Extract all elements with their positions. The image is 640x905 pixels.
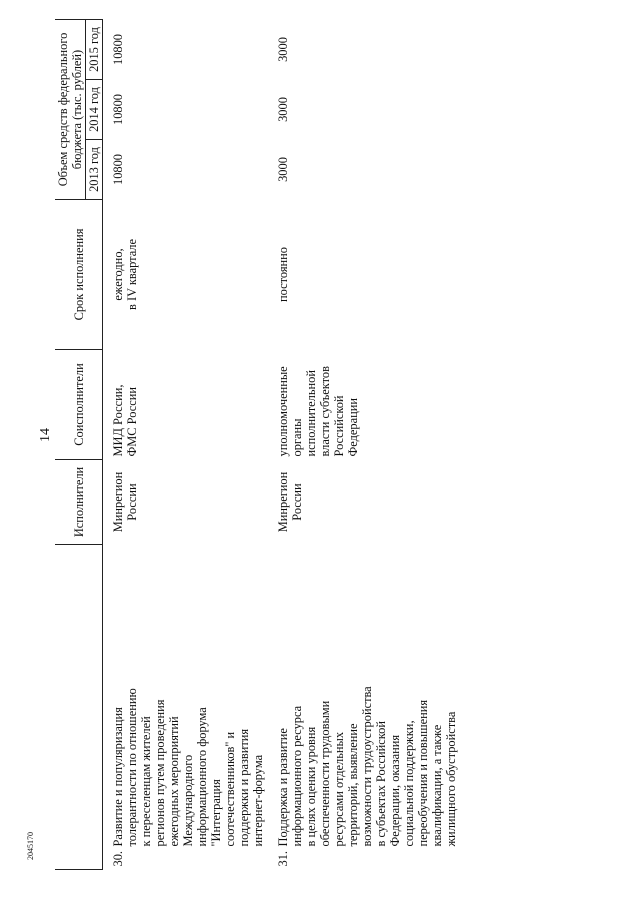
col-activity-header [55,545,103,870]
executors-cell: Минрегион России [276,471,304,533]
program-table [55,19,459,870]
value-2015-cell: 10800 [111,34,125,65]
document-code: 2045170 [26,832,35,860]
year-2015-header: 2015 год [86,20,103,80]
col-executors-header: Исполнители [55,460,103,545]
col-term-header: Срок исполнения [55,200,103,350]
value-2013-cell: 10800 [111,154,125,185]
row-number: 31. [276,851,290,867]
activity-cell [103,545,267,870]
table-row [103,20,267,870]
coexecutors-cell: уполномоченные органы исполнительной власти субъектов Российской Федерации [276,366,360,457]
value-2015-cell: 3000 [276,37,290,62]
page-number: 14 [38,428,53,442]
col-coexecutors-header: Соисполнители [55,350,103,460]
row-number: 30. [111,851,125,867]
header-row-1 [55,20,86,870]
executors-cell: Минрегион России [111,471,139,533]
table-row [266,20,459,870]
col-volume-header: Объем средств федерального бюджета (тыс. рублей) [55,20,86,200]
activity-text: Развитие и популяризация толерантности по отношению к переселенцам жителей регионов путем проведения ежегодных мероприятий Международного информационного форума "Интеграция соотечественников" и поддержки и развития интернет-форума [111,688,265,847]
rotated-page [55,20,555,870]
year-2014-header: 2014 год [86,80,103,140]
value-2014-cell: 10800 [111,94,125,125]
value-2013-cell: 3000 [276,157,290,182]
term-cell: постоянно [276,247,290,303]
activity-text: Поддержка и развитие информационного ресурса в целях оценки уровня обеспеченности трудовыми ресурсами отдельных территорий, выявление возможности трудоустройства в субъектах Российской Федерации, оказания социальной поддержки, переобучения и повышения квалификации, а также жилищного обустройства [276,686,458,847]
coexecutors-cell: МИД России, ФМС России [111,384,139,457]
value-2014-cell: 3000 [276,97,290,122]
activity-cell [266,545,459,870]
term-cell: ежегодно, в IV квартале [111,239,139,310]
year-2013-header: 2013 год [86,140,103,200]
